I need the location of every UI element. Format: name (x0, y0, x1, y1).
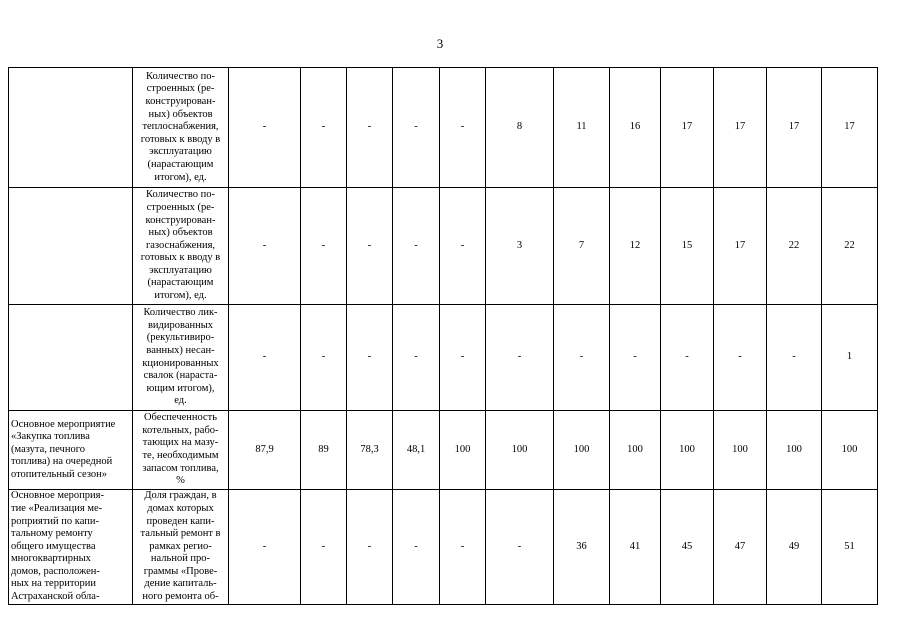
value-cell: 100 (440, 411, 486, 490)
value-cell: - (301, 305, 347, 411)
value-cell: 47 (714, 490, 767, 605)
value-cell: 100 (554, 411, 610, 490)
value-cell: - (440, 490, 486, 605)
value-cell: 22 (767, 188, 822, 305)
value-cell: - (229, 490, 301, 605)
value-cell: - (714, 305, 767, 411)
value-cell: 3 (486, 188, 554, 305)
value-cell: 100 (661, 411, 714, 490)
value-cell: 17 (822, 68, 878, 188)
value-cell: - (301, 188, 347, 305)
value-cell: 100 (486, 411, 554, 490)
value-cell: - (767, 305, 822, 411)
indicator-cell: Обеспеченность котельных, рабо- тающих на мазу- те, необходимым запасом топлива, % (133, 411, 229, 490)
value-cell: 89 (301, 411, 347, 490)
value-cell: - (393, 68, 440, 188)
indicator-cell: Доля граждан, в домах которых проведен капи- тальный ремонт в рамках регио- нальной про- граммы «Прове- дение капиталь- ного ремонта об- (133, 490, 229, 605)
value-cell: - (393, 305, 440, 411)
value-cell: 78,3 (347, 411, 393, 490)
page-number: 3 (436, 36, 444, 51)
table-body (9, 68, 878, 605)
table-row (9, 411, 878, 490)
value-cell: - (440, 68, 486, 188)
value-cell: - (393, 490, 440, 605)
value-cell: 11 (554, 68, 610, 188)
value-cell: - (347, 490, 393, 605)
value-cell: - (229, 68, 301, 188)
value-cell: 100 (714, 411, 767, 490)
value-cell: 1 (822, 305, 878, 411)
value-cell: 17 (767, 68, 822, 188)
value-cell: 8 (486, 68, 554, 188)
activity-cell (9, 68, 133, 188)
value-cell: 17 (714, 68, 767, 188)
value-cell: - (347, 68, 393, 188)
value-cell: - (347, 305, 393, 411)
value-cell: 12 (610, 188, 661, 305)
value-cell: - (486, 305, 554, 411)
value-cell: - (610, 305, 661, 411)
value-cell: 49 (767, 490, 822, 605)
value-cell: - (229, 305, 301, 411)
value-cell: - (486, 490, 554, 605)
indicator-cell: Количество лик- видированных (рекультивиро- ванных) несан- кционированных свалок (нараста- ющим итогом), ед. (133, 305, 229, 411)
value-cell: - (440, 188, 486, 305)
table-row (9, 490, 878, 605)
value-cell: - (661, 305, 714, 411)
indicator-cell: Количество по- строенных (ре- конструирован- ных) объектов теплоснабжения, готовых к вводу в эксплуатацию (нарастающим итогом), ед. (133, 68, 229, 188)
value-cell: 100 (610, 411, 661, 490)
value-cell: 22 (822, 188, 878, 305)
activity-cell: Основное мероприятие «Закупка топлива (мазута, печного топлива) на очередной отопительный сезон» (9, 411, 133, 490)
table-row (9, 68, 878, 188)
value-cell: - (301, 68, 347, 188)
value-cell: 100 (767, 411, 822, 490)
value-cell: - (347, 188, 393, 305)
value-cell: - (440, 305, 486, 411)
table-row (9, 305, 878, 411)
value-cell: 17 (714, 188, 767, 305)
value-cell: - (554, 305, 610, 411)
value-cell: 87,9 (229, 411, 301, 490)
value-cell: 100 (822, 411, 878, 490)
value-cell: 7 (554, 188, 610, 305)
value-cell: 16 (610, 68, 661, 188)
value-cell: - (229, 188, 301, 305)
indicator-cell: Количество по- строенных (ре- конструирован- ных) объектов газоснабжения, готовых к вводу в эксплуатацию (нарастающим итогом), ед. (133, 188, 229, 305)
value-cell: 45 (661, 490, 714, 605)
activity-cell (9, 188, 133, 305)
value-cell: 48,1 (393, 411, 440, 490)
value-cell: 15 (661, 188, 714, 305)
value-cell: 51 (822, 490, 878, 605)
activity-cell (9, 305, 133, 411)
value-cell: - (393, 188, 440, 305)
value-cell: 17 (661, 68, 714, 188)
activity-cell: Основное мероприя- тие «Реализация ме- роприятий по капи- тальному ремонту общего имущества многоквартирных домов, расположен- ных на территории Астраханской обла- (9, 490, 133, 605)
value-cell: 41 (610, 490, 661, 605)
value-cell: 36 (554, 490, 610, 605)
indicators-table (8, 67, 878, 605)
value-cell: - (301, 490, 347, 605)
table-row (9, 188, 878, 305)
